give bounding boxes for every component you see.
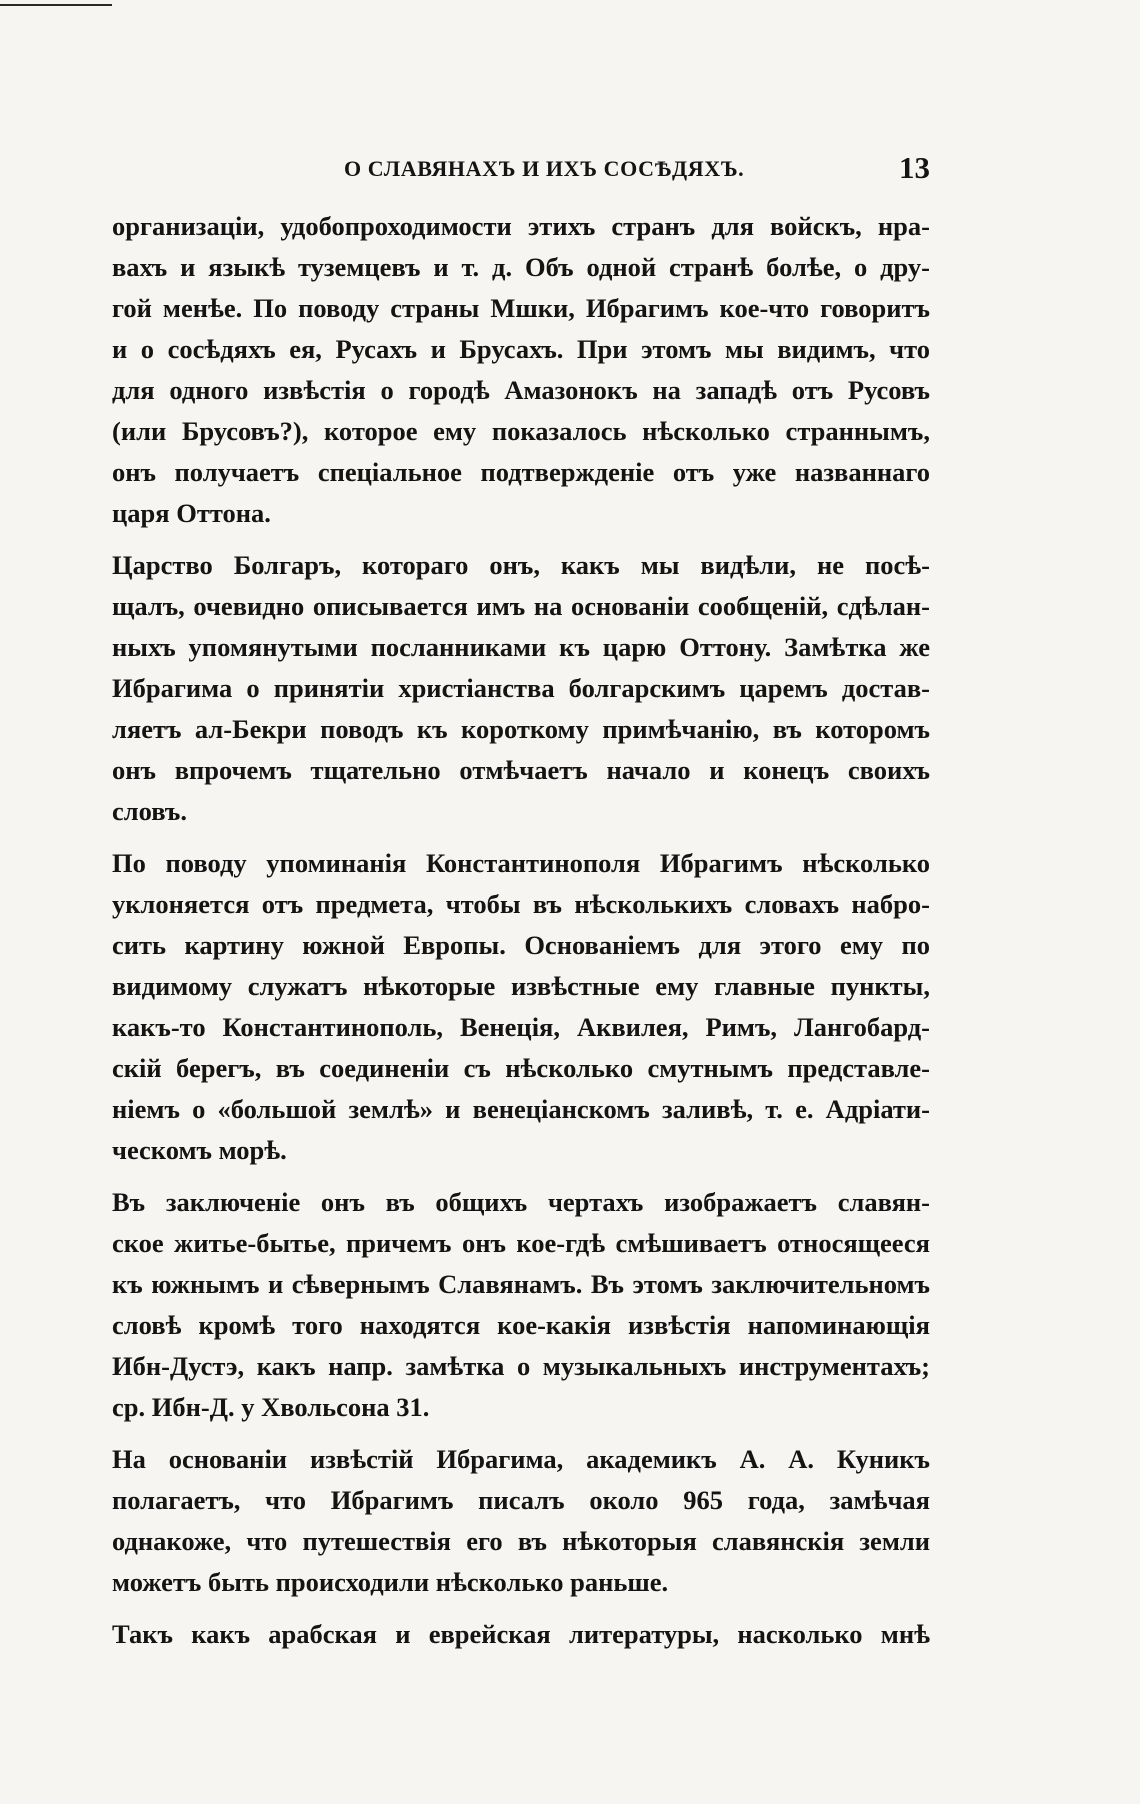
text-line: словъ.: [112, 796, 187, 826]
text-line: гой менѣе. По поводу страны Мшки, Ибрагимъ кое-что говоритъ: [112, 293, 930, 323]
text-line: ср. Ибн-Д. у Хвольсона 31.: [112, 1392, 430, 1422]
text-line: можетъ быть происходили нѣсколько раньше.: [112, 1567, 669, 1597]
running-title: О СЛАВЯНАХЪ И ИХЪ СОСѢДЯХЪ.: [344, 156, 745, 181]
text-line: какъ-то Константинополь, Венеція, Аквилея, Римъ, Лангобард-: [112, 1012, 930, 1042]
text-line: ское житье-бытье, причемъ онъ кое-гдѣ смѣшиваетъ относящееся: [112, 1228, 930, 1258]
text-line: видимому служатъ нѣкоторые извѣстные ему главные пункты,: [112, 971, 930, 1001]
text-line: онъ получаетъ спеціальное подтвержденіе отъ уже названнаго: [112, 457, 930, 487]
running-head: [112, 150, 930, 190]
text-line: Въ заключеніе онъ въ общихъ чертахъ изображаетъ славян-: [112, 1187, 930, 1217]
text-line: однакоже, что путешествія его въ нѣкоторыя славянскія земли: [112, 1526, 930, 1556]
text-line: (или Брусовъ?), которое ему показалось нѣсколько страннымъ,: [112, 416, 930, 446]
text-line: организаціи, удобопроходимости этихъ странъ для войскъ, нра-: [112, 211, 930, 241]
page-number: 13: [899, 150, 930, 185]
paragraph: [112, 545, 930, 832]
paragraph: [112, 843, 930, 1171]
text-line: и о сосѣдяхъ ея, Русахъ и Брусахъ. При этомъ мы видимъ, что: [112, 334, 930, 364]
paragraph: [112, 1439, 930, 1603]
paragraph: [112, 1182, 930, 1428]
text-line: Ибрагима о принятіи христіанства болгарскимъ царемъ достав-: [112, 673, 930, 703]
text-line: сить картину южной Европы. Основаніемъ для этого ему по: [112, 930, 930, 960]
body-text: [112, 206, 930, 1666]
text-line: щалъ, очевидно описывается имъ на основаніи сообщеній, сдѣлан-: [112, 591, 930, 621]
paragraph: [112, 206, 930, 534]
text-line: полагаетъ, что Ибрагимъ писалъ около 965 года, замѣчая: [112, 1485, 930, 1515]
text-line: для одного извѣстія о городѣ Амазонокъ на западѣ отъ Русовъ: [112, 375, 930, 405]
text-line: царя Оттона.: [112, 498, 271, 528]
text-line: Такъ какъ арабская и еврейская литературы, насколько мнѣ: [112, 1619, 930, 1649]
text-line: ныхъ упомянутыми посланниками къ царю Оттону. Замѣтка же: [112, 632, 930, 662]
text-line: словѣ кромѣ того находятся кое-какія извѣстія напоминающія: [112, 1310, 930, 1340]
text-line: ческомъ морѣ.: [112, 1135, 287, 1165]
text-line: По поводу упоминанія Константинополя Ибрагимъ нѣсколько: [112, 848, 930, 878]
text-line: онъ впрочемъ тщательно отмѣчаетъ начало и конецъ своихъ: [112, 755, 930, 785]
text-line: Ибн-Дустэ, какъ напр. замѣтка о музыкальныхъ инструментахъ;: [112, 1351, 930, 1381]
text-line: ніемъ о «большой землѣ» и венеціанскомъ заливѣ, т. е. Адріати-: [112, 1094, 930, 1124]
text-line: скій берегъ, въ соединеніи съ нѣсколько смутнымъ представле-: [112, 1053, 930, 1083]
text-line: Царство Болгаръ, котораго онъ, какъ мы видѣли, не посѣ-: [112, 550, 930, 580]
paragraph: [112, 1614, 930, 1655]
text-line: къ южнымъ и сѣвернымъ Славянамъ. Въ этомъ заключительномъ: [112, 1269, 930, 1299]
text-line: вахъ и языкѣ туземцевъ и т. д. Объ одной странѣ болѣе, о дру-: [112, 252, 930, 282]
text-line: уклоняется отъ предмета, чтобы въ нѣсколькихъ словахъ набро-: [112, 889, 930, 919]
text-line: На основаніи извѣстій Ибрагима, академикъ А. А. Куникъ: [112, 1444, 930, 1474]
text-line: ляетъ ал-Бекри поводъ къ короткому примѣчанію, въ которомъ: [112, 714, 930, 744]
corner-rule: [0, 4, 112, 6]
